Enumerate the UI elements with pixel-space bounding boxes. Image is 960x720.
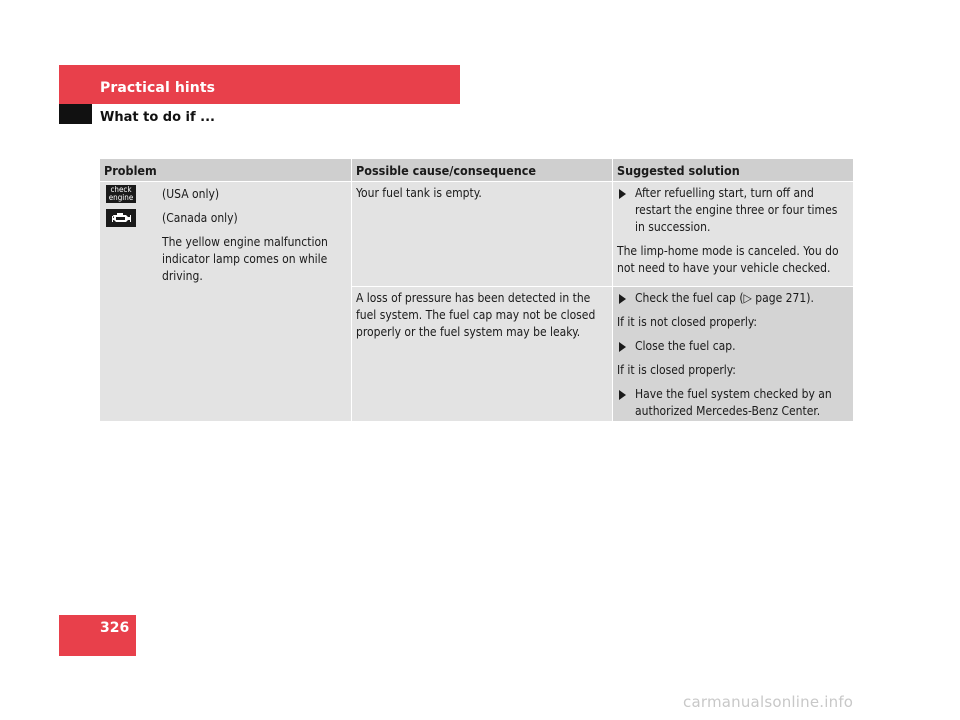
cause-cell-1 — [352, 182, 612, 286]
solution-step-text: Have the fuel system checked by an authorized Mercedes-Benz Center. — [635, 387, 832, 418]
solution-step-text: Close the fuel cap. — [635, 339, 736, 353]
column-header-problem: Problem — [100, 159, 351, 181]
cause-text-2: A loss of pressure has been detected in the fuel system. The fuel cap may not be closed properly or the fuel system may be leaky. — [356, 291, 596, 339]
usa-only-label: (USA only) — [162, 187, 220, 201]
solution-step — [617, 386, 847, 420]
page-number: 326 — [100, 620, 130, 636]
solution-condition: If it is not closed properly: — [617, 315, 758, 329]
solution-step-text: Check the fuel cap (▷ page 271). — [635, 291, 814, 305]
arrow-bullet-icon — [619, 390, 626, 400]
engine-icon — [106, 209, 136, 227]
solution-step — [617, 338, 847, 355]
solution-note: The limp-home mode is canceled. You do not need to have your vehicle checked. — [617, 244, 839, 275]
solution-step — [617, 290, 847, 307]
watermark: carmanualsonline.info — [683, 693, 854, 711]
canada-only-label: (Canada only) — [162, 211, 238, 225]
solution-condition: If it is closed properly: — [617, 363, 736, 377]
arrow-bullet-icon — [619, 294, 626, 304]
arrow-bullet-icon — [619, 189, 626, 199]
solution-step — [617, 185, 847, 236]
cause-cell-2 — [352, 287, 612, 421]
problem-cell — [100, 182, 351, 421]
section-title: Practical hints — [100, 80, 216, 96]
solution-cell-1 — [613, 182, 853, 286]
problem-description: The yellow engine malfunction indicator lamp comes on while driving. — [162, 235, 328, 283]
column-header-cause: Possible cause/consequence — [352, 159, 612, 181]
solution-step-text: After refuelling start, turn off and restart the engine three or four times in succession. — [635, 186, 838, 234]
column-header-solution: Suggested solution — [613, 159, 853, 181]
cause-text-1: Your fuel tank is empty. — [356, 186, 482, 200]
arrow-bullet-icon — [619, 342, 626, 352]
section-tab-marker — [59, 104, 92, 124]
page-subtitle: What to do if ... — [100, 110, 215, 125]
check-engine-icon-text: check engine — [108, 185, 134, 202]
check-engine-icon — [106, 185, 136, 203]
solution-cell-2 — [613, 287, 853, 421]
section-banner — [59, 65, 460, 104]
page-number-box — [59, 615, 136, 656]
